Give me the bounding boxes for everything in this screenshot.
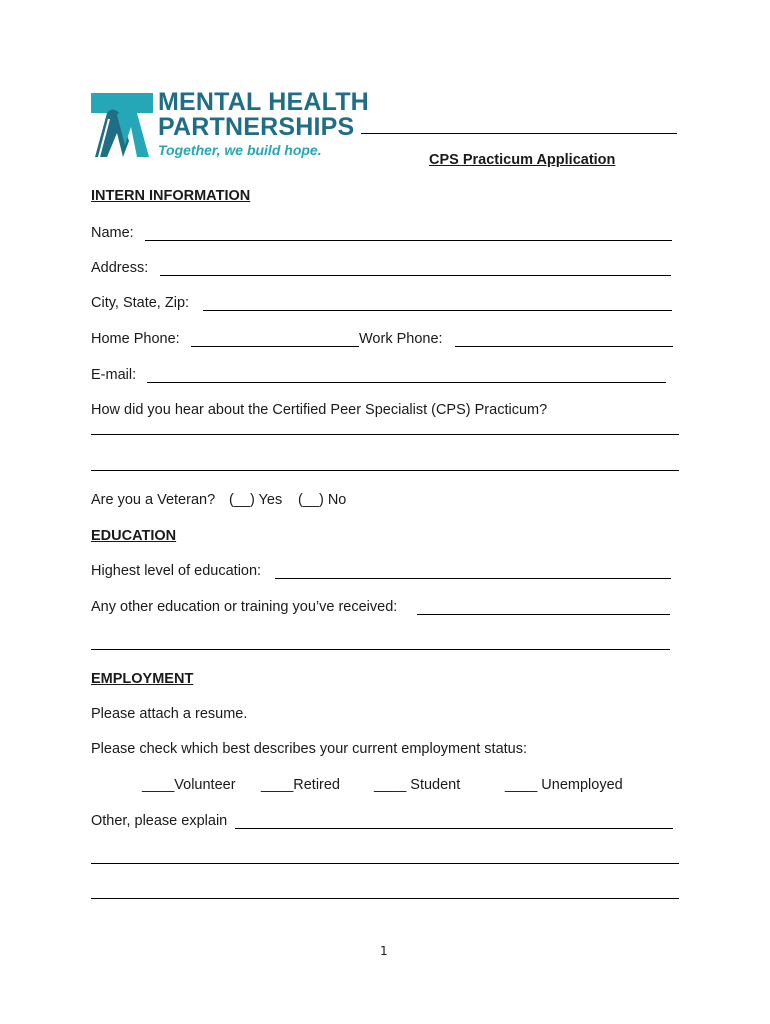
address-field[interactable] — [160, 275, 671, 276]
hear-about-field-1[interactable] — [91, 434, 679, 435]
veteran-yes-option[interactable]: (__) Yes — [229, 492, 283, 508]
logo-line-1: MENTAL HEALTH — [158, 88, 369, 116]
other-education-label: Any other education or training you’ve received: — [91, 599, 398, 615]
status-option-student[interactable]: ____ Student — [374, 777, 461, 793]
logo-line-2: PARTNERSHIPS — [158, 113, 355, 141]
attach-resume-text: Please attach a resume. — [91, 706, 248, 722]
status-option-volunteer[interactable]: ____Volunteer — [142, 777, 236, 793]
intern-information-heading: INTERN INFORMATION — [91, 188, 251, 204]
status-option-unemployed[interactable]: ____ Unemployed — [505, 777, 623, 793]
veteran-question: Are you a Veteran? — [91, 492, 216, 508]
status-option-retired[interactable]: ____Retired — [261, 777, 340, 793]
employment-status-question: Please check which best describes your current employment status: — [91, 741, 528, 757]
logo-mark — [91, 93, 153, 159]
page-number: 1 — [380, 944, 388, 958]
city-state-zip-label: City, State, Zip: — [91, 295, 190, 311]
hear-about-question: How did you hear about the Certified Peer Specialist (CPS) Practicum? — [91, 402, 548, 418]
education-heading: EDUCATION — [91, 528, 177, 544]
other-explain-label: Other, please explain — [91, 813, 228, 829]
document-title: CPS Practicum Application — [429, 152, 616, 168]
other-education-field-2[interactable] — [91, 649, 670, 650]
hear-about-field-2[interactable] — [91, 470, 679, 471]
other-education-field-1[interactable] — [417, 614, 670, 615]
other-explain-field-3[interactable] — [91, 898, 679, 899]
other-explain-field-2[interactable] — [91, 863, 679, 864]
work-phone-label: Work Phone: — [359, 331, 443, 347]
veteran-no-option[interactable]: (__) No — [298, 492, 347, 508]
email-field[interactable] — [147, 382, 666, 383]
work-phone-field[interactable] — [455, 346, 673, 347]
highest-education-field[interactable] — [275, 578, 671, 579]
home-phone-label: Home Phone: — [91, 331, 180, 347]
name-label: Name: — [91, 225, 134, 241]
other-explain-field-1[interactable] — [235, 828, 673, 829]
city-state-zip-field[interactable] — [203, 310, 672, 311]
employment-heading: EMPLOYMENT — [91, 671, 194, 687]
logo-tagline: Together, we build hope. — [158, 142, 322, 158]
header-rule — [361, 133, 677, 134]
home-phone-field[interactable] — [191, 346, 359, 347]
email-label: E-mail: — [91, 367, 137, 383]
highest-education-label: Highest level of education: — [91, 563, 262, 579]
address-label: Address: — [91, 260, 149, 276]
name-field[interactable] — [145, 240, 672, 241]
